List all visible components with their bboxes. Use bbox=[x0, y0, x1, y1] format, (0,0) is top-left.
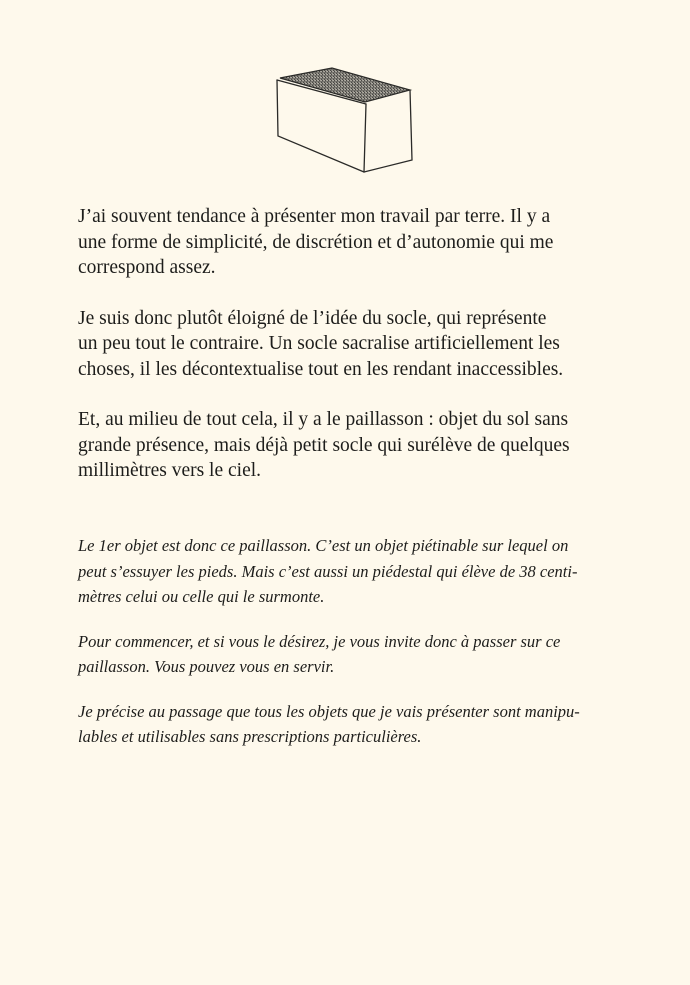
text-line: Je suis donc plutôt éloigné de l’idée du socle, qui représente bbox=[78, 307, 547, 329]
intro-paragraph-1 bbox=[78, 204, 618, 281]
text-line: un peu tout le contraire. Un socle sacralise artificiellement les bbox=[78, 333, 560, 354]
intro-text bbox=[78, 204, 618, 509]
text-line: peut s’essuyer les pieds. Mais c’est aussi un piédestal qui élève de 38 centi- bbox=[78, 561, 578, 581]
text-line: choses, il les décontextualise tout en les rendant inaccessibles. bbox=[78, 358, 564, 380]
text-line: paillasson. Vous pouvez vous en servir. bbox=[78, 657, 335, 676]
doormat-illustration bbox=[270, 62, 420, 178]
text-line: Le 1er objet est donc ce paillasson. C’est un objet piétinable sur lequel on bbox=[78, 536, 569, 555]
instructions-paragraph-2 bbox=[78, 629, 618, 680]
text-line: Et, au milieu de tout cela, il y a le paillasson : objet du sol sans bbox=[78, 409, 569, 430]
text-line: Je précise au passage que tous les objets que je vais présenter sont manipu- bbox=[78, 701, 580, 721]
text-line: grande présence, mais déjà petit socle qui surélève de quelques bbox=[78, 434, 570, 456]
text-line: Pour commencer, et si vous le désirez, je vous invite donc à passer sur ce bbox=[78, 631, 561, 651]
intro-paragraph-3 bbox=[78, 407, 618, 484]
instructions-text bbox=[78, 533, 618, 769]
instructions-paragraph-1 bbox=[78, 533, 618, 610]
text-line: millimètres vers le ciel. bbox=[78, 460, 262, 481]
text-line: mètres celui ou celle qui le surmonte. bbox=[78, 587, 325, 606]
text-line: correspond assez. bbox=[78, 257, 216, 278]
intro-paragraph-2 bbox=[78, 306, 618, 383]
doormat-sketch-icon bbox=[270, 62, 420, 178]
text-line: une forme de simplicité, de discrétion et d’autonomie qui me bbox=[78, 231, 554, 253]
text-line: J’ai souvent tendance à présenter mon travail par terre. Il y a bbox=[78, 206, 551, 227]
text-line: lables et utilisables sans prescriptions particulières. bbox=[78, 727, 422, 746]
instructions-paragraph-3 bbox=[78, 699, 618, 750]
